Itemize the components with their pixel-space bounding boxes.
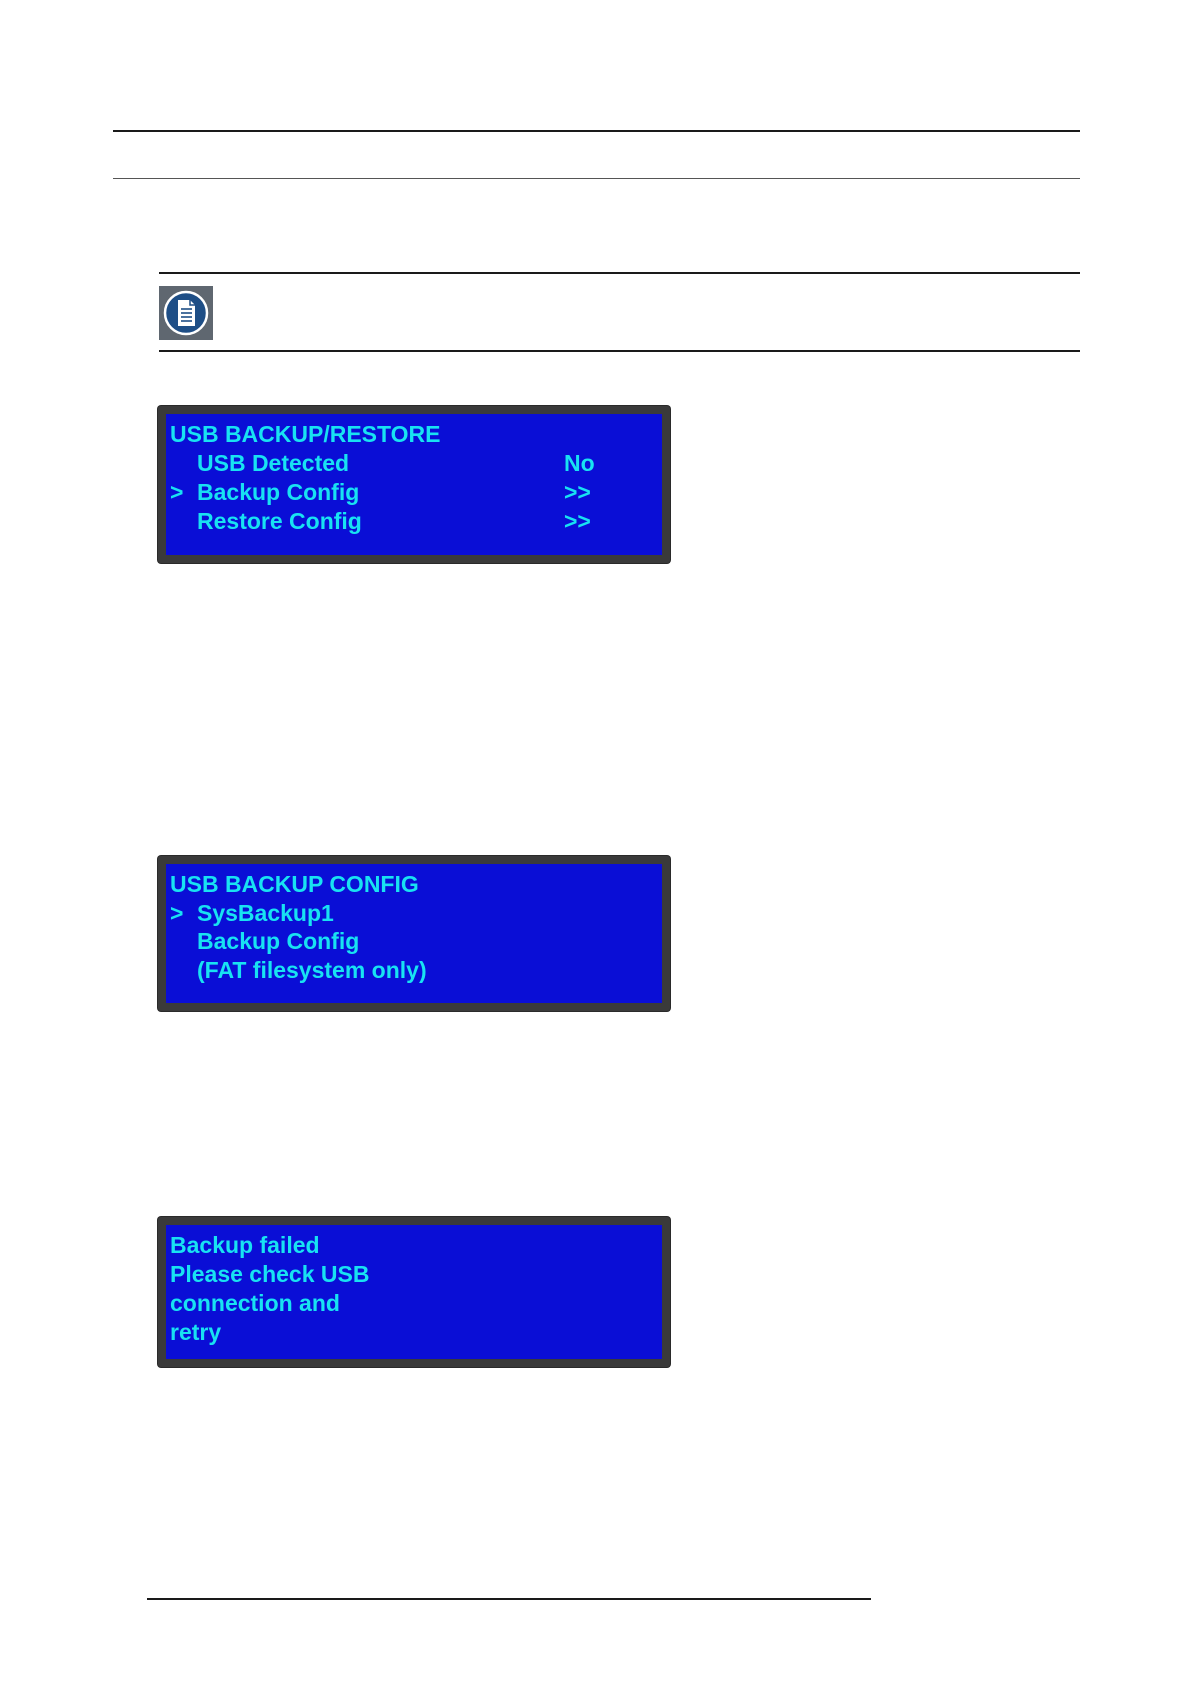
menu-value-backup-config: >> [564,479,591,505]
menu-item-sysbackup1[interactable]: SysBackup1 [197,900,334,926]
menu-item-backup-config[interactable]: Backup Config [197,928,360,954]
lcd-cursor: > [170,479,184,505]
menu-item-usb-detected[interactable]: USB Detected [197,450,350,476]
lcd-message-line: Backup failed [170,1232,320,1258]
note-document-icon [159,286,213,340]
lcd-usb-backup-config [158,856,670,1011]
lcd-usb-backup-restore [158,406,670,563]
lcd-message-line: retry [170,1319,222,1345]
header-rule-top [113,130,1080,132]
footer-rule [147,1598,871,1600]
menu-value-usb-detected: No [564,450,595,476]
lcd-display [166,1225,662,1359]
lcd-display [166,414,662,555]
lcd-message-line: connection and [170,1290,340,1316]
lcd-message-line: Please check USB [170,1261,370,1287]
menu-item-backup-config[interactable]: Backup Config [197,479,360,505]
lcd-note-fat-filesystem: (FAT filesystem only) [197,957,427,983]
menu-value-restore-config: >> [564,508,591,534]
note-rule-bottom [159,350,1080,352]
lcd-display [166,864,662,1003]
lcd-backup-failed [158,1217,670,1367]
menu-item-restore-config[interactable]: Restore Config [197,508,362,534]
note-rule-top [159,272,1080,274]
header-rule-bottom [113,178,1080,179]
lcd-cursor: > [170,900,184,926]
lcd-title: USB BACKUP/RESTORE [170,421,441,447]
lcd-title: USB BACKUP CONFIG [170,871,419,897]
